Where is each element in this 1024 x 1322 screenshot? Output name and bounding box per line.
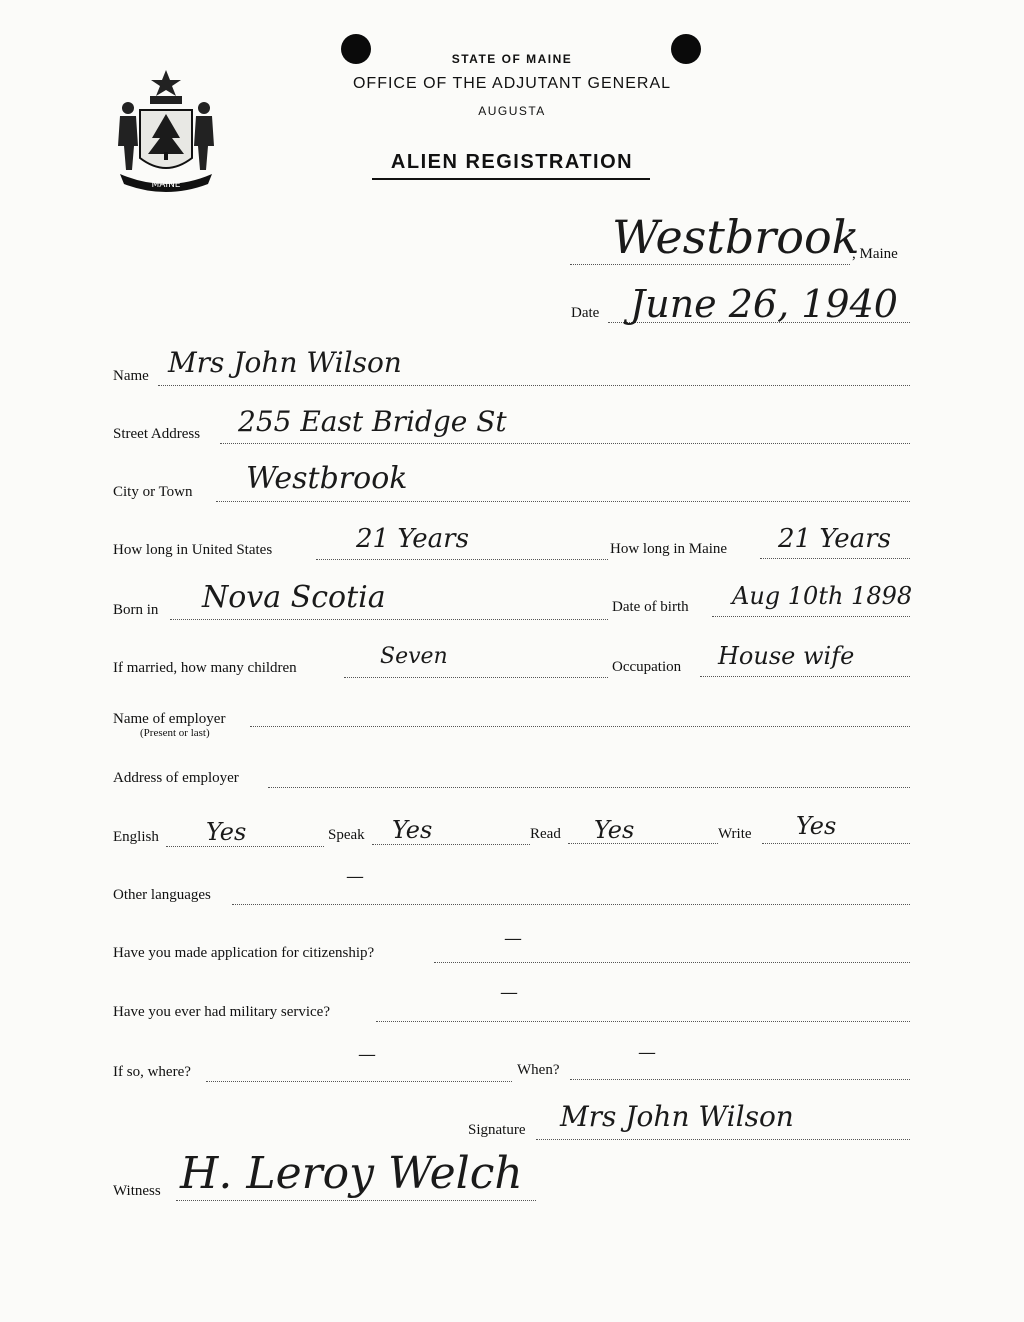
witness-field-line — [176, 1200, 536, 1201]
english-field-line — [166, 846, 324, 847]
date-of-birth-label: Date of birth — [612, 599, 689, 615]
date-label: Date — [571, 305, 600, 321]
place-value: Westbrook — [612, 210, 860, 264]
born-in-label: Born in — [113, 602, 159, 618]
how-long-us-label: How long in United States — [113, 542, 273, 558]
read-label: Read — [530, 826, 561, 842]
how-long-maine-label: How long in Maine — [610, 541, 728, 557]
employer-name-label: Name of employer — [113, 711, 226, 727]
employer-name-sublabel: (Present or last) — [140, 727, 210, 739]
street-address-value: 255 East Bridge St — [238, 405, 507, 438]
citizenship-value: — — [504, 928, 522, 949]
when-field-line — [570, 1079, 910, 1080]
children-label: If married, how many children — [113, 660, 297, 676]
city-or-town-field-line — [216, 501, 910, 502]
date-of-birth-field-line — [712, 616, 910, 617]
city-or-town-label: City or Town — [113, 484, 193, 500]
how-long-us-field-line — [316, 559, 608, 560]
how-long-maine-value: 21 Years — [778, 524, 891, 554]
place-field-line — [570, 264, 850, 265]
signature-field-line — [536, 1139, 910, 1140]
other-languages-field-line — [232, 904, 910, 905]
write-label: Write — [718, 826, 752, 842]
read-value: Yes — [594, 816, 635, 844]
speak-field-line — [372, 844, 530, 845]
how-long-us-value: 21 Years — [356, 524, 469, 554]
place-suffix: , Maine — [852, 246, 898, 262]
where-field-line — [206, 1081, 512, 1082]
name-field-line — [158, 385, 910, 386]
born-in-value: Nova Scotia — [202, 580, 386, 615]
citizenship-field-line — [434, 962, 910, 963]
citizenship-label: Have you made application for citizenship? — [113, 945, 375, 961]
children-field-line — [344, 677, 608, 678]
born-in-field-line — [170, 619, 608, 620]
military-field-line — [376, 1021, 910, 1022]
how-long-maine-field-line — [760, 558, 910, 559]
date-of-birth-value: Aug 10th 1898 — [732, 582, 913, 610]
read-field-line — [568, 843, 718, 844]
signature-value: Mrs John Wilson — [560, 1100, 794, 1133]
svg-text:MAINE: MAINE — [151, 180, 181, 190]
witness-value: H. Leroy Welch — [180, 1148, 523, 1199]
office-heading: OFFICE OF THE ADJUTANT GENERAL — [352, 75, 672, 92]
street-address-label: Street Address — [113, 426, 201, 442]
employer-address-field-line — [268, 787, 910, 788]
street-address-field-line — [220, 443, 910, 444]
where-value: — — [358, 1044, 376, 1065]
english-value: Yes — [206, 818, 247, 846]
city-heading: AUGUSTA — [478, 104, 546, 118]
write-value: Yes — [796, 812, 837, 840]
occupation-value: House wife — [718, 642, 855, 670]
employer-address-label: Address of employer — [113, 770, 239, 786]
employer-name-field-line — [250, 726, 910, 727]
military-label: Have you ever had military service? — [113, 1004, 330, 1020]
military-value: — — [500, 982, 518, 1003]
occupation-label: Occupation — [612, 659, 682, 675]
signature-label: Signature — [468, 1122, 526, 1138]
date-value: June 26, 1940 — [630, 282, 898, 326]
where-label: If so, where? — [113, 1064, 191, 1080]
name-label: Name — [113, 368, 149, 384]
when-value: — — [638, 1042, 656, 1063]
state-heading: STATE OF MAINE — [451, 52, 573, 66]
title-underline — [372, 178, 650, 180]
maine-state-seal-icon — [110, 66, 222, 196]
english-label: English — [113, 829, 159, 845]
witness-label: Witness — [113, 1183, 161, 1199]
page-title: ALIEN REGISTRATION — [390, 151, 634, 173]
occupation-field-line — [700, 676, 910, 677]
write-field-line — [762, 843, 910, 844]
speak-label: Speak — [328, 827, 365, 843]
name-value: Mrs John Wilson — [168, 346, 402, 379]
other-languages-label: Other languages — [113, 887, 211, 903]
speak-value: Yes — [392, 816, 433, 844]
when-label: When? — [517, 1062, 560, 1078]
city-or-town-value: Westbrook — [246, 461, 408, 496]
other-languages-value: — — [346, 866, 364, 887]
children-value: Seven — [380, 644, 448, 669]
